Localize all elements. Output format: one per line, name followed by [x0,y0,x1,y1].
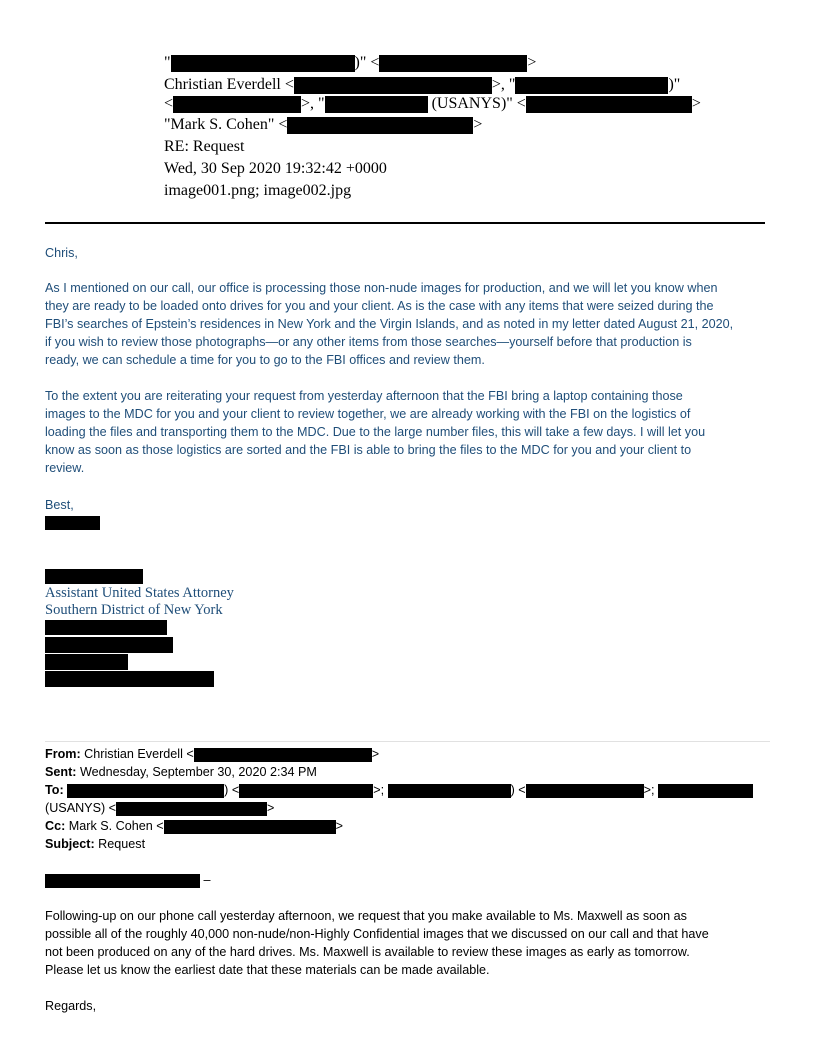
signature-office: Southern District of New York [45,602,223,618]
redaction-bar [45,654,128,670]
to-line2-start: < [164,95,174,112]
to-value [164,74,680,95]
fwd-subject-label: Subject: [45,837,95,851]
to-name: Christian Everdell < [164,76,294,93]
redaction-bar [45,874,200,888]
text-line: not been produced on any of the hard drives. Ms. Maxwell is available to review these images as early as tomorrow. [45,945,690,959]
from-close: )" < [354,54,380,71]
text-line: Please let us know the earliest date that these materials can be made available. [45,963,490,977]
reply-closing: Best, [45,498,74,512]
fwd-to-row-2 [45,799,274,817]
redaction-bar [294,77,492,94]
fwd-to-end: > [267,801,275,815]
redaction-bar [325,96,428,113]
text-line: Following-up on our phone call yesterday afternoon, we request that you make available to Ms. Maxwell as soon as [45,909,687,923]
redaction-bar [388,784,511,798]
text-line: As I mentioned on our call, our office is processing those non-nude images for production, and we will let you know when [45,281,718,295]
fwd-to-label: To: [45,783,64,797]
redaction-bar [515,77,668,94]
fwd-sent-value: Wednesday, September 30, 2020 2:34 PM [76,765,317,779]
fwd-closing: Regards, [45,999,97,1013]
fwd-salutation [45,871,211,889]
fwd-to-close: ) < [224,783,240,797]
cc-end: > [473,116,483,133]
redaction-bar [45,637,173,653]
to-close: )" [668,76,681,93]
salutation-dash: – [200,873,211,887]
to-end: > [691,95,701,112]
redaction-bar [171,55,355,72]
text-line: possible all of the roughly 40,000 non-nude/non-Highly Confidential images that we discussed on our call and that have [45,927,709,941]
redaction-bar [45,516,100,530]
text-line: To the extent you are reiterating your request from yesterday afternoon that the FBI bring a laptop containing those [45,389,683,403]
redaction-bar [173,96,301,113]
signature-title: Assistant United States Attorney [45,585,234,601]
cc-value [164,114,482,135]
reply-greeting: Chris, [45,246,78,260]
fwd-body [45,907,709,979]
header-divider [45,222,765,224]
text-line: they are ready to be loaded onto drives for you and your client. As is the case with any items that were seized during the [45,299,714,313]
redaction-bar [45,569,143,584]
redaction-bar [658,784,753,798]
fwd-to-usanys: (USANYS) < [45,801,117,815]
subject-value: RE: Request [164,138,245,155]
text-line: loading the files and transporting them to the MDC. Due to the large number files, this will take a few days. I will let you [45,425,706,439]
fwd-cc-row [45,817,343,835]
fwd-sent-label: Sent: [45,765,77,779]
from-quote: " [164,54,171,71]
date-value: Wed, 30 Sep 2020 19:32:42 +0000 [164,160,387,177]
text-line: images to the MDC for you and your client to review together, we are already working with the FBI on the logistics of [45,407,691,421]
fwd-to-sep: >; [373,783,388,797]
fwd-from-end: > [371,747,380,761]
inline-images-value: image001.png; image002.jpg [164,182,352,199]
redaction-bar [526,784,644,798]
redaction-bar [287,117,473,134]
redaction-bar [45,620,167,635]
redaction-bar [164,820,336,834]
reply-paragraph-1 [45,279,770,369]
fwd-to-row [45,781,753,799]
fwd-sent-row [45,763,317,781]
fwd-cc-label: Cc: [45,819,66,833]
text-line: FBI’s searches of Epstein’s residences in New York and the Virgin Islands, and as noted in my letter dated August 21, 2020, [45,317,734,331]
redaction-bar [379,55,527,72]
redaction-bar [194,748,372,762]
to-sep: >, " [491,76,516,93]
fwd-cc-value: Mark S. Cohen < [65,819,164,833]
redaction-bar [526,96,692,113]
fwd-subject-row [45,835,145,853]
fwd-to-sep-2: >; [643,783,658,797]
fwd-subject-value: Request [94,837,146,851]
redaction-bar [116,802,267,816]
fwd-from-row [45,745,379,763]
redaction-bar [45,671,214,687]
cc-name: "Mark S. Cohen" < [164,116,288,133]
from-value [164,52,536,73]
fwd-from-label: From: [45,747,81,761]
text-line: know as soon as those logistics are sorted and the FBI is able to bring the files to the MDC for you and your client to [45,443,692,457]
from-end: > [527,54,537,71]
to-usanys: (USANYS)" < [427,95,526,112]
redaction-bar [67,784,224,798]
fwd-to-close-2: ) < [510,783,526,797]
text-line: ready, we can schedule a time for you to go to the FBI offices and review them. [45,353,485,367]
to-value-2 [164,93,701,114]
reply-paragraph-2 [45,387,770,477]
text-line: if you wish to review those photographs—or any other items from those searches—yourself before that production is [45,335,692,349]
fwd-from-value: Christian Everdell < [80,747,194,761]
redaction-bar [239,784,373,798]
to-sep-2: >, " [301,95,325,112]
fwd-cc-end: > [335,819,344,833]
forward-divider [45,741,770,742]
text-line: review. [45,461,85,475]
